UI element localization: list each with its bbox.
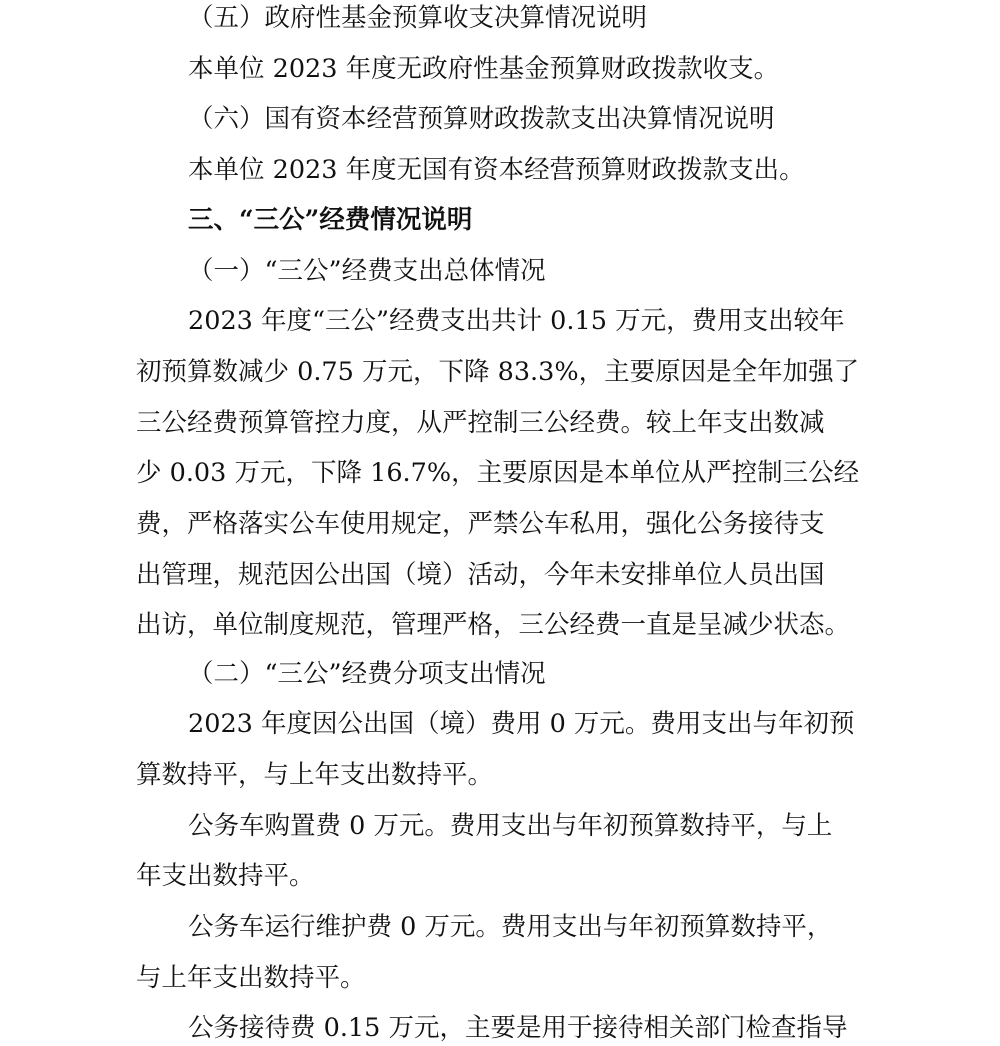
paragraph-line: 与上年支出数持平。 [136, 963, 366, 993]
subsection-heading-5: （五）政府性基金预算收支决算情况说明 [188, 3, 648, 33]
paragraph-line: 本单位 2023 年度无政府性基金预算财政拨款收支。 [188, 54, 780, 84]
subsection-heading-2: （二）“三公”经费分项支出情况 [188, 659, 546, 689]
paragraph-line: 公务车购置费 0 万元。费用支出与年初预算数持平，与上 [188, 811, 833, 841]
subsection-heading-1: （一）“三公”经费支出总体情况 [188, 256, 546, 286]
paragraph-line: 2023 年度“三公”经费支出共计 0.15 万元，费用支出较年 [188, 306, 845, 336]
paragraph-line: 少 0.03 万元，下降 16.7%，主要原因是本单位从严控制三公经 [136, 458, 860, 488]
section-heading-3: 三、“三公”经费情况说明 [188, 205, 473, 235]
paragraph-line: 年支出数持平。 [136, 861, 315, 891]
paragraph-line: 出管理，规范因公出国（境）活动，今年未安排单位人员出国 [136, 560, 825, 590]
paragraph-line: 三公经费预算管控力度，从严控制三公经费。较上年支出数减 [136, 408, 825, 438]
paragraph-line: 费，严格落实公车使用规定，严禁公车私用，强化公务接待支 [136, 509, 825, 539]
paragraph-line: 出访，单位制度规范，管理严格，三公经费一直是呈减少状态。 [136, 610, 851, 640]
paragraph-line: 2023 年度因公出国（境）费用 0 万元。费用支出与年初预 [188, 709, 855, 739]
subsection-heading-6: （六）国有资本经营预算财政拨款支出决算情况说明 [188, 104, 775, 134]
paragraph-line: 初预算数减少 0.75 万元，下降 83.3%，主要原因是全年加强了 [136, 357, 860, 387]
paragraph-line: 本单位 2023 年度无国有资本经营预算财政拨款支出。 [188, 155, 805, 185]
paragraph-line: 公务车运行维护费 0 万元。费用支出与年初预算数持平， [188, 912, 833, 942]
paragraph-line: 算数持平，与上年支出数持平。 [136, 760, 494, 790]
paragraph-line: 公务接待费 0.15 万元，主要是用于接待相关部门检查指导 [188, 1013, 848, 1043]
